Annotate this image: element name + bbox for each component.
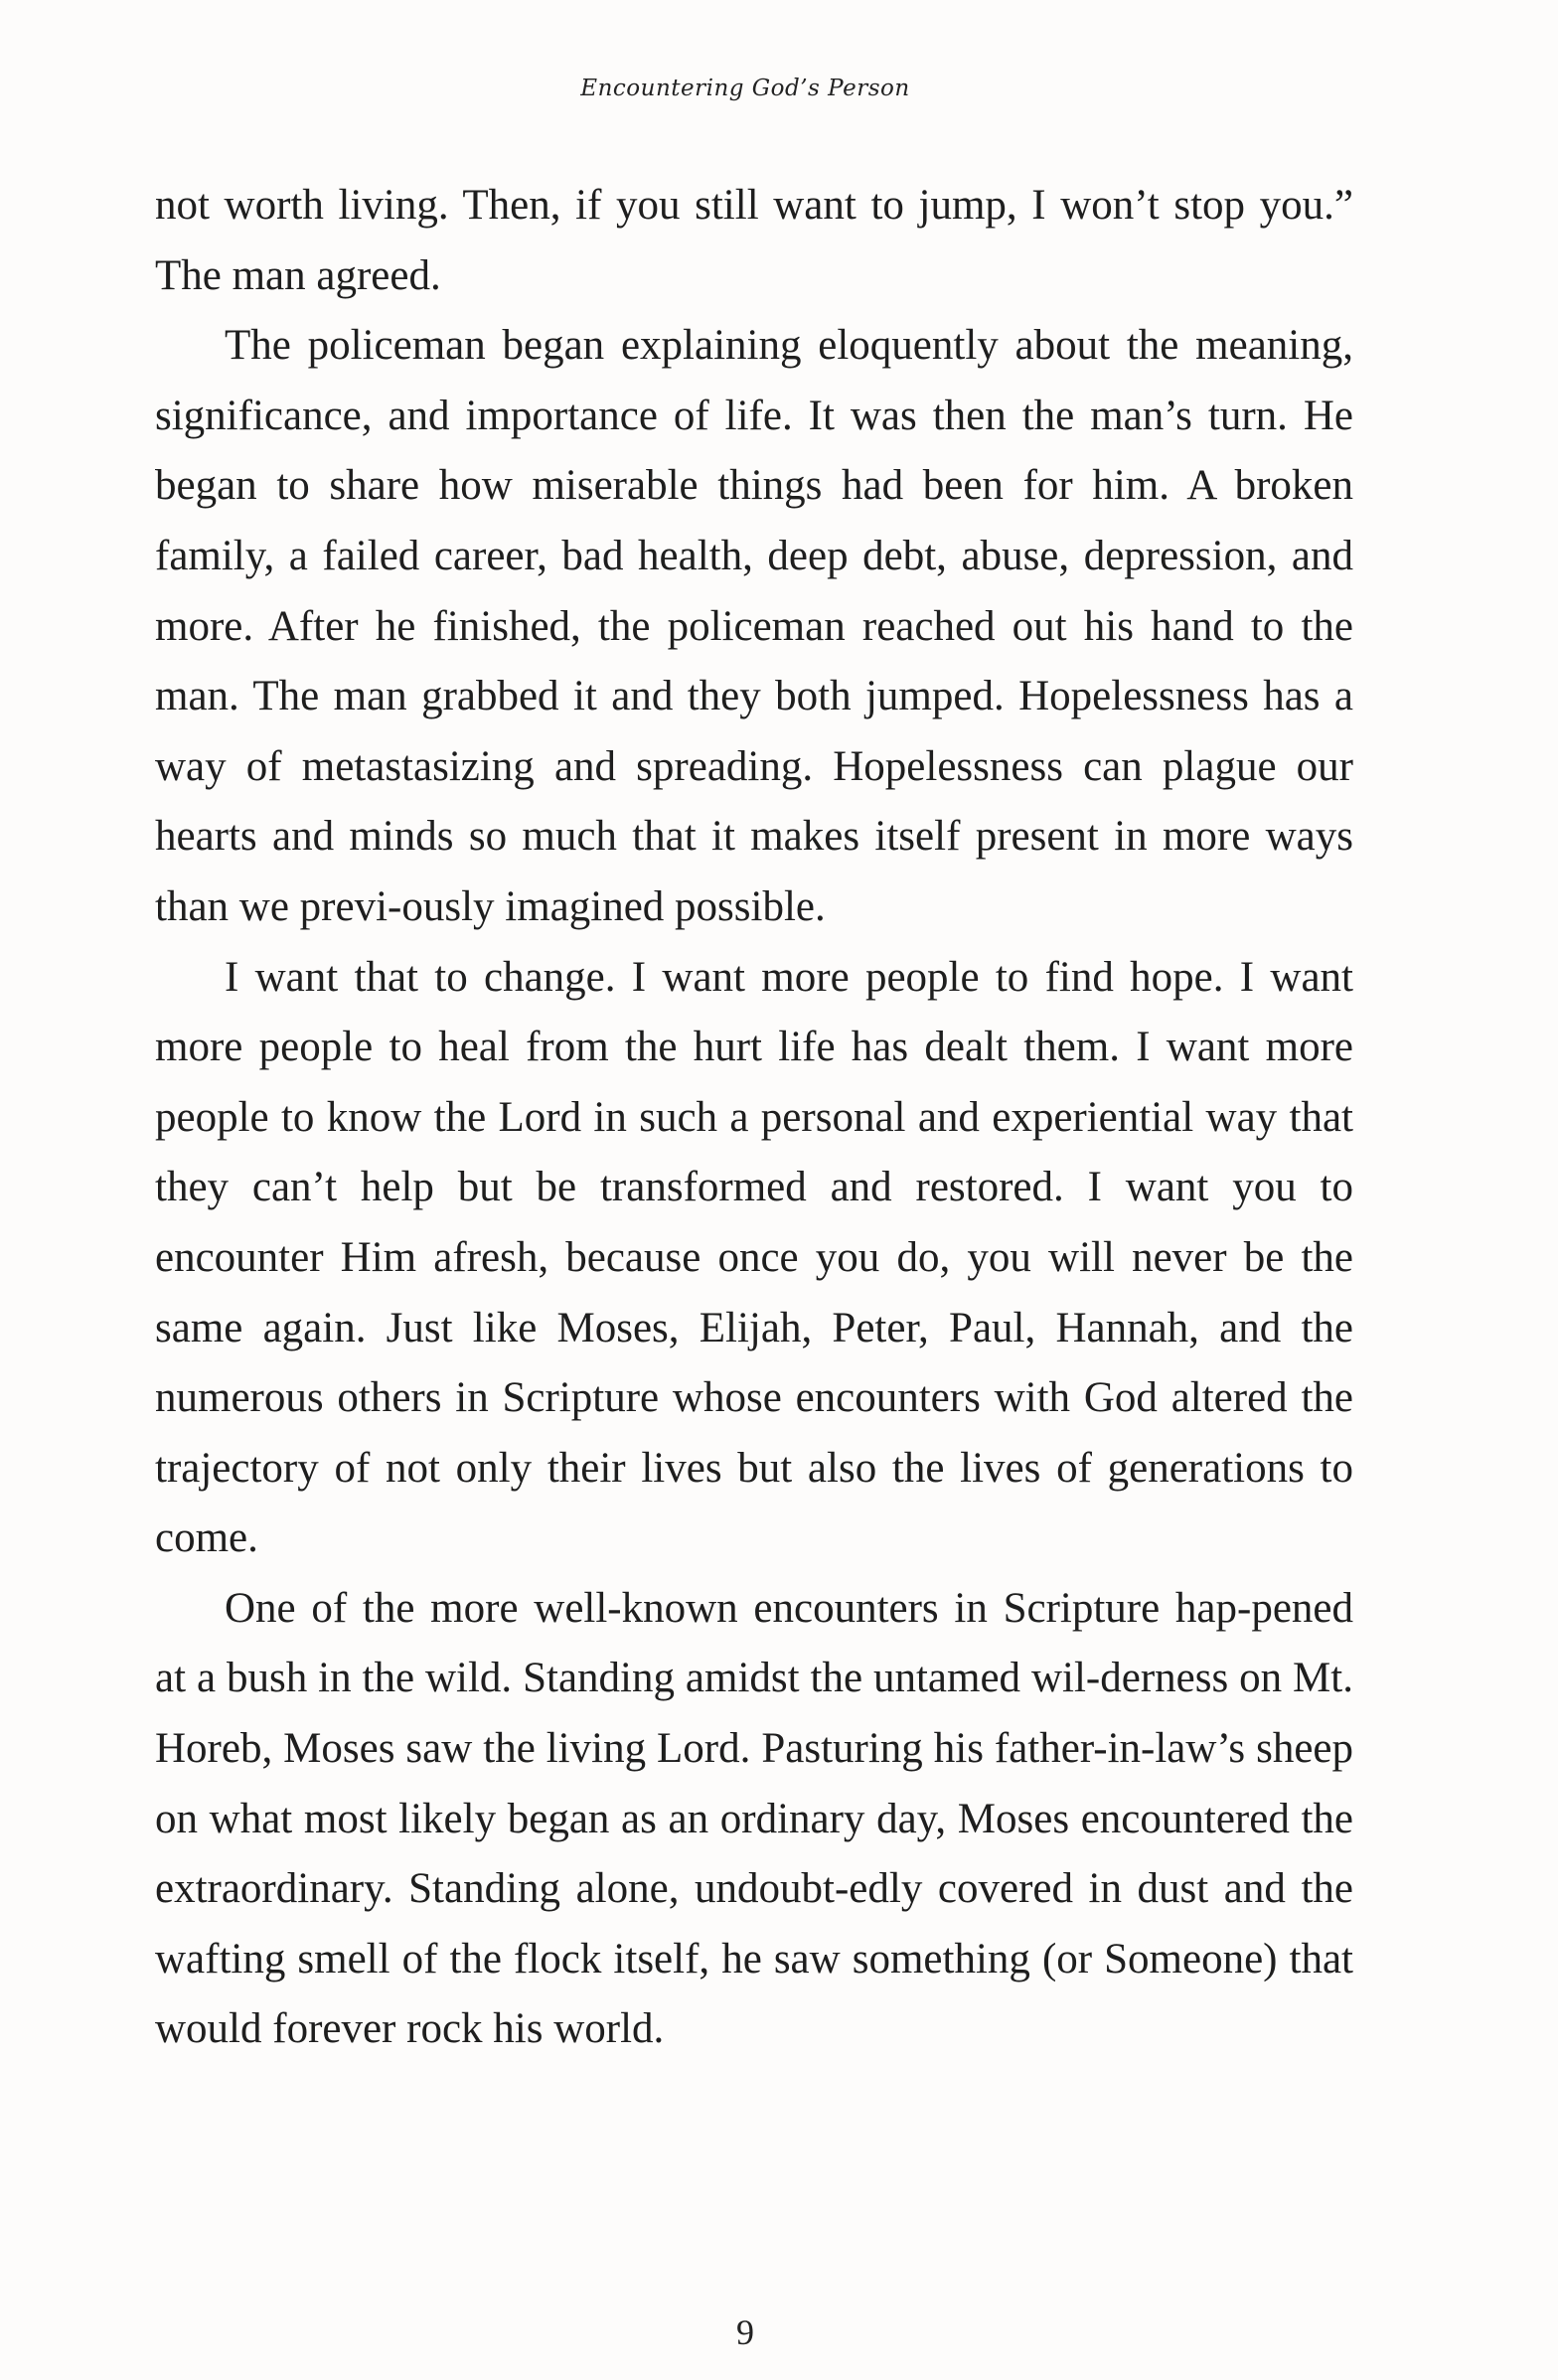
running-head: Encountering God’s Person <box>580 76 910 101</box>
paragraph: One of the more well-known encounters in Scripture hap-pened at a bush in the wild. Standing amidst the untamed wil-derness on Mt. Horeb, Moses saw the living Lord. Pasturing his father-in-law’s sheep on what most likely began as an ordinary day, Moses encountered the extraordinary. Standing alone, undoubt-edly covered in dust and the wafting smell of the flock itself, he saw something (or Someone) that would forever rock his world. <box>155 1584 1353 2053</box>
paragraph: The policeman began explaining eloquently about the meaning, significance, and importance of life. It was then the man’s turn. He began to share how miserable things had been for him. A broken family, a failed career, bad health, deep debt, abuse, depression, and more. After he finished, the policeman reached out his hand to the man. The man grabbed it and they both jumped. Hopelessness has a way of metastasizing and spreading. Hopelessness can plague our hearts and minds so much that it makes itself present in more ways than we previ-ously imagined possible. <box>155 322 1353 930</box>
paragraph-continuation: not worth living. Then, if you still want to jump, I won’t stop you.” The man agreed. <box>155 182 1353 299</box>
page-number: 9 <box>736 2312 754 2352</box>
body-text <box>155 171 1353 2065</box>
paragraph: I want that to change. I want more people to find hope. I want more people to heal from the hurt life has dealt them. I want more people to know the Lord in such a personal and experiential way that they can’t help but be transformed and restored. I want you to encounter Him afresh, because once you do, you will never be the same again. Just like Moses, Elijah, Peter, Paul, Hannah, and the numerous others in Scripture whose encounters with God altered the trajectory of not only their lives but also the lives of generations to come. <box>155 953 1353 1562</box>
